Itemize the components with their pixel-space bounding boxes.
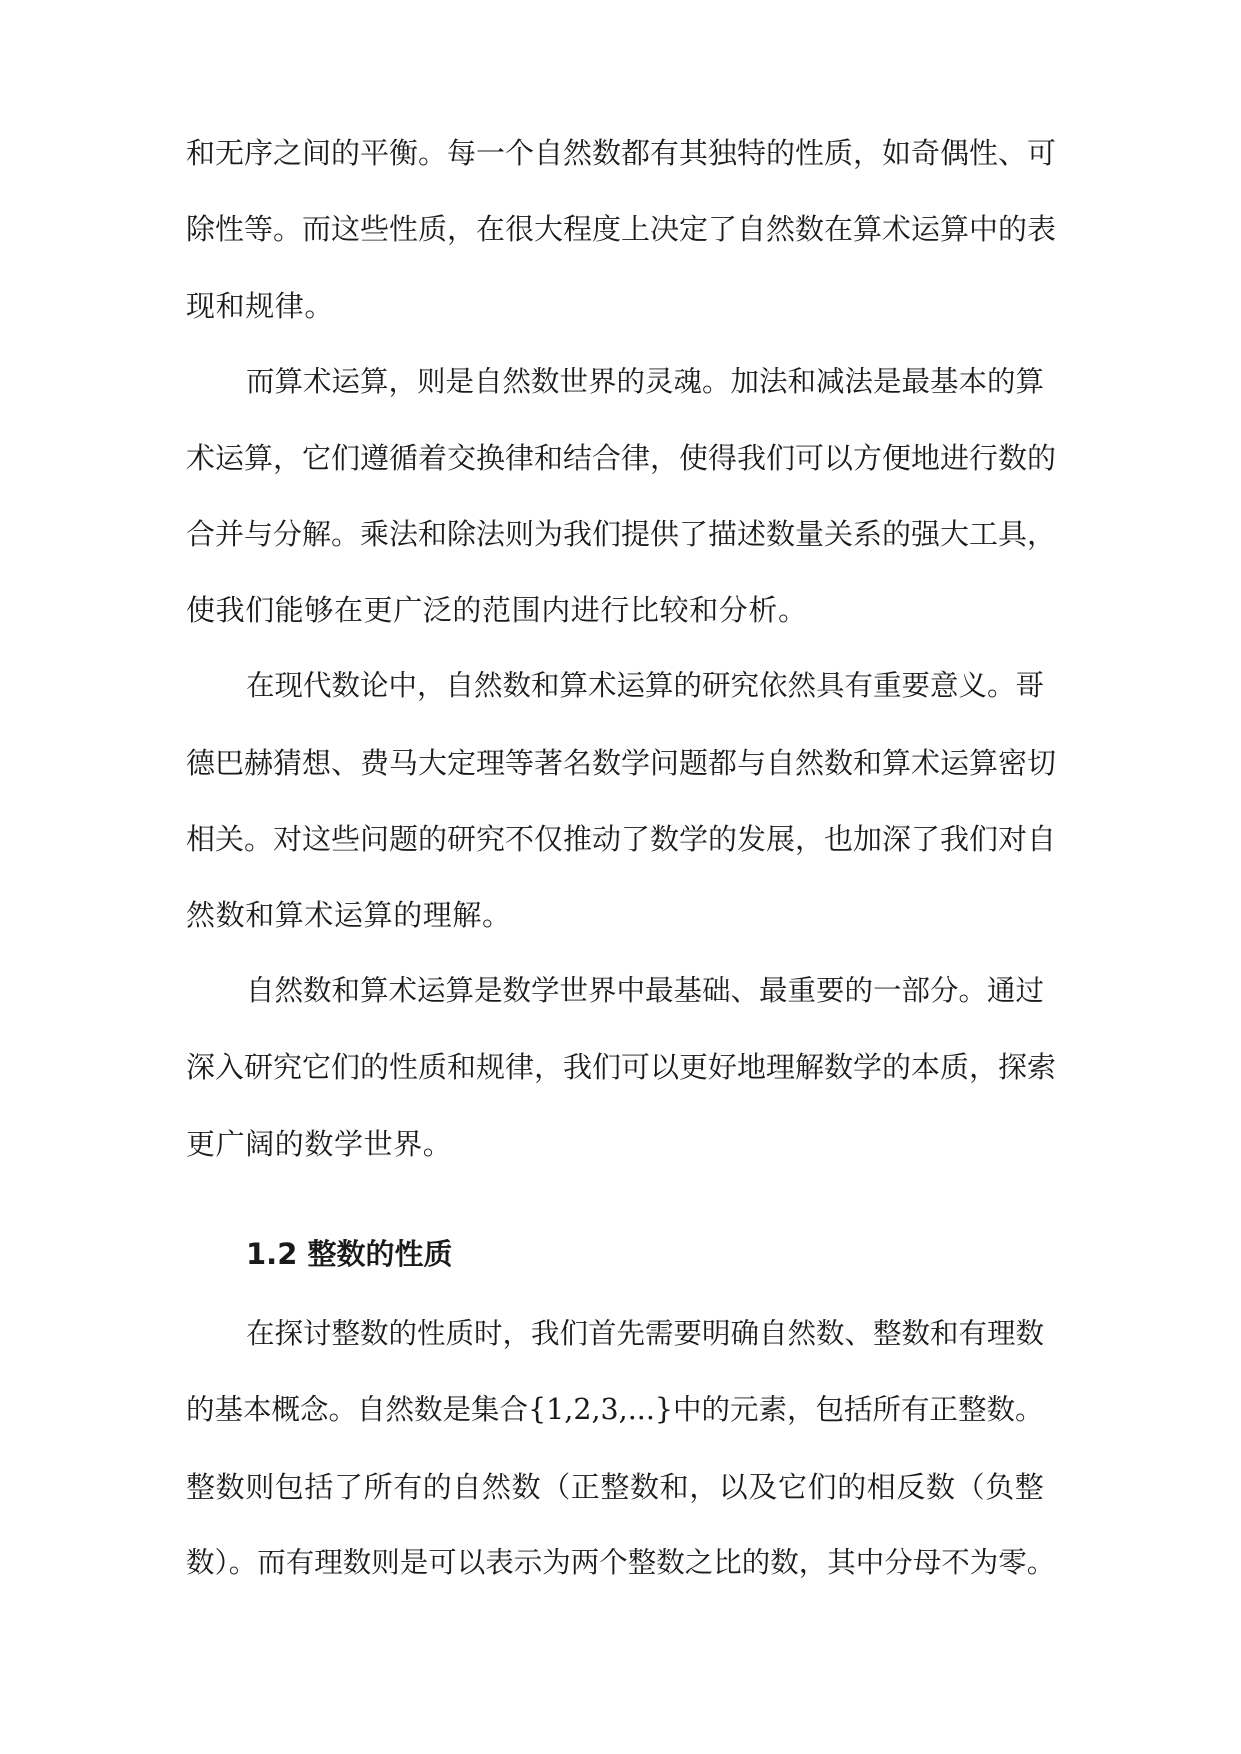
paragraph-1-line-1: 和无序之间的平衡。每一个自然数都有其独特的性质，如奇偶性、可 xyxy=(186,136,1057,170)
section-heading: 1.2 整数的性质 xyxy=(246,1237,453,1271)
paragraph-3-line-3: 相关。对这些问题的研究不仅推动了数学的发展，也加深了我们对自 xyxy=(186,822,1057,856)
paragraph-3-line-4: 然数和算术运算的理解。 xyxy=(186,898,512,932)
paragraph-4-line-3: 更广阔的数学世界。 xyxy=(186,1127,453,1161)
paragraph-2-line-3: 合并与分解。乘法和除法则为我们提供了描述数量关系的强大工具， xyxy=(186,517,1057,551)
section-paragraph-line-3: 整数则包括了所有的自然数（正整数和，以及它们的相反数（负整 xyxy=(186,1470,1045,1504)
paragraph-1-line-3: 现和规律。 xyxy=(186,289,335,323)
paragraph-2-line-1: 而算术运算，则是自然数世界的灵魂。加法和减法是最基本的算 xyxy=(246,365,1045,398)
paragraph-1-line-2: 除性等。而这些性质，在很大程度上决定了自然数在算术运算中的表 xyxy=(186,212,1057,246)
section-paragraph-line-4: 数）。而有理数则是可以表示为两个整数之比的数，其中分母不为零。 xyxy=(186,1546,1056,1579)
paragraph-4-line-1: 自然数和算术运算是数学世界中最基础、最重要的一部分。通过 xyxy=(246,974,1045,1007)
paragraph-3-line-1: 在现代数论中，自然数和算术运算的研究依然具有重要意义。哥 xyxy=(246,669,1045,702)
section-paragraph-line-1: 在探讨整数的性质时，我们首先需要明确自然数、整数和有理数 xyxy=(246,1317,1045,1350)
paragraph-2-line-2: 术运算，它们遵循着交换律和结合律，使得我们可以方便地进行数的 xyxy=(186,441,1057,475)
paragraph-3-line-2: 德巴赫猜想、费马大定理等著名数学问题都与自然数和算术运算密切 xyxy=(186,746,1057,780)
paragraph-4-line-2: 深入研究它们的性质和规律，我们可以更好地理解数学的本质，探索 xyxy=(186,1050,1057,1084)
paragraph-2-line-4: 使我们能够在更广泛的范围内进行比较和分析。 xyxy=(186,593,808,627)
section-paragraph-line-2: 的基本概念。自然数是集合{1,2,3,...}中的元素，包括所有正整数。 xyxy=(186,1393,1044,1426)
